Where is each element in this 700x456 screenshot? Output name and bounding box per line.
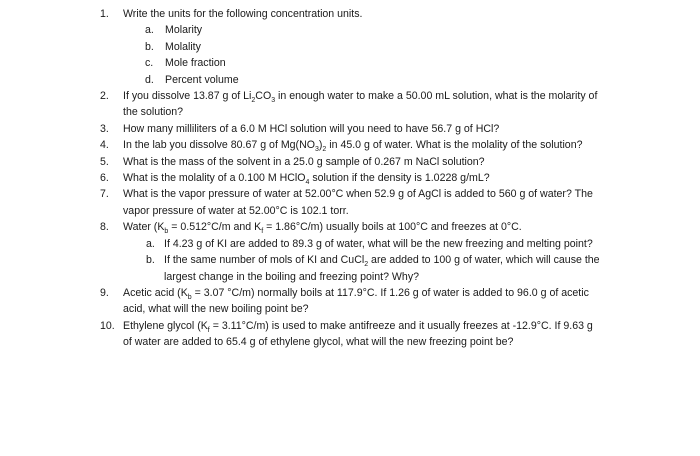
question-6: [0, 170, 600, 186]
sub-question-d: [145, 72, 600, 88]
question-number: 2.: [100, 90, 109, 103]
question-1: [0, 6, 600, 88]
question-2: [0, 88, 600, 121]
question-text: If you dissolve 13.87 g of $Li_2CO_3$ in enough water to make a 50.00 mL solution, what is the molarity of the solution?: [123, 90, 598, 119]
worksheet: [0, 6, 700, 351]
question-10: [0, 318, 600, 351]
question-number: 3.: [100, 122, 109, 135]
question-number: 1.: [100, 8, 109, 20]
question-5: [0, 154, 600, 170]
sub-question-c: [145, 55, 600, 71]
sub-question-list: [123, 22, 600, 88]
question-number: 8.: [100, 221, 109, 234]
question-number: 10.: [100, 319, 115, 332]
question-text: Ethylene glycol $(K_f = 3.11^\circ C/m)$ is used to make antifreeze and it usually freezes at -12.9°C. If 9.63 g of water are added to 65.4 g of ethylene glycol, what will the new freezing point be?: [123, 319, 593, 349]
sub-question-list: [123, 236, 600, 285]
question-text: What is the vapor pressure of water at 52.00°C when 52.9 g of AgCl is added to 560 g of water? The vapor pressure of water at 52.00°C is 102.1 torr.: [123, 188, 593, 217]
sub-letter: c.: [145, 57, 154, 70]
question-9: [0, 285, 600, 318]
question-3: [0, 121, 600, 137]
question-text: Write the units for the following concentration units.: [123, 8, 363, 20]
sub-letter: b.: [145, 40, 154, 53]
sub-letter: b.: [146, 254, 155, 267]
question-number: 5.: [100, 155, 109, 168]
question-text: Water ($K_b = 0.512^\circ C/m$ and $K_f = 1.86^\circ C/m$) usually boils at 100°C and freezes at 0°C.: [123, 221, 522, 236]
sub-text: Percent volume: [165, 73, 239, 86]
question-text: In the lab you dissolve 80.67 g of $Mg(NO_3)_2$ in 45.0 g of water. What is the molality of the solution?: [123, 139, 583, 154]
question-number: 9.: [100, 286, 109, 299]
sub-text: If 4.23 g of KI are added to 89.3 g of water, what will be the new freezing and melting point?: [164, 237, 593, 250]
sub-question-a: [145, 22, 600, 38]
question-text: Acetic acid ($K_b = 3.07$ °C/m) normally boils at 117.9°C. If 1.26 g of water is added to 96.0 g of acetic acid, what will the new boiling point be?: [123, 286, 589, 316]
sub-question-a: [146, 236, 626, 252]
question-list: [0, 6, 700, 351]
question-7: [0, 186, 610, 219]
question-number: 4.: [100, 139, 109, 152]
question-text: What is the molality of a 0.100 M HClO$_4$ solution if the density is 1.0228 g/mL?: [123, 172, 490, 187]
sub-text: Molality: [165, 40, 201, 53]
sub-letter: a.: [146, 237, 155, 250]
sub-question-b: [145, 39, 600, 55]
question-number: 7.: [100, 188, 109, 201]
sub-letter: d.: [145, 73, 154, 86]
question-number: 6.: [100, 172, 109, 185]
sub-text: Mole fraction: [165, 57, 226, 70]
sub-letter: a.: [145, 24, 154, 37]
question-text: How many milliliters of a 6.0 M HCl solution will you need to have 56.7 g of HCl?: [123, 122, 500, 135]
question-text: What is the mass of the solvent in a 25.0 g sample of 0.267 m NaCl solution?: [123, 155, 485, 168]
question-4: [0, 137, 600, 153]
sub-text: If the same number of mols of KI and CuCl$_2$ are added to 100 g of water, which will cause the largest change in the boiling and freezing point? Why?: [164, 254, 600, 283]
sub-text: Molarity: [165, 24, 203, 37]
sub-question-b: [146, 252, 626, 285]
question-8: [0, 219, 600, 285]
